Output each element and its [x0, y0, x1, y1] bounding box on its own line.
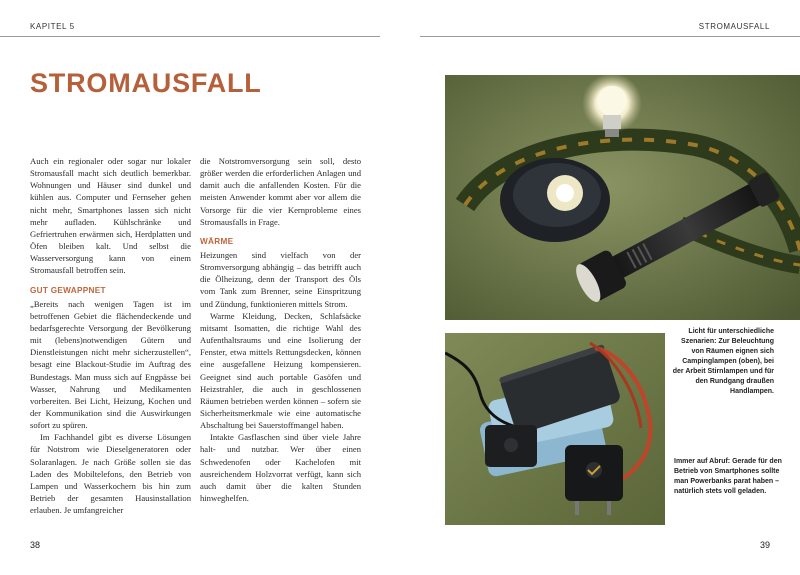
section-heading-waerme: WÄRME	[200, 236, 234, 246]
body-paragraph: Warme Kleidung, Decken, Schlafsäcke mitsamt Isomatten, die richtige Wahl des Aufenthaltsraums und eine Isolierung der Fenster, etwa mittels Rettungsdecken, können eine ausgefallene Heizung kompensieren. Geeignet sind auch portable Gasöfen und Heizstrahler, die auch in geschlossenen Räumen betrieben werden können – sofern sie Sicherheitsmerkmale wie eine automatische Abschaltung bei Sauerstoffmangel haben.	[200, 310, 361, 431]
body-paragraph: „Bereits nach wenigen Tagen ist im betroffenen Gebiet die flächendeckende und bedarfsgerechte Versorgung der Bevölkerung mit (lebens)notwendigen Gütern und Dienstleistungen nicht mehr sicherzustellen“, besagt eine Blackout-Studie im Auftrag des Bundestags. Man muss sich auf Engpässe bei Wasser, Nahrung und Medikamenten vorbereiten. Bei Licht, Heizung, Kochen und der Kommunikation sind die Auswirkungen sofort zu spüren.	[30, 298, 191, 431]
running-header-right: STROMAUSFALL	[698, 22, 770, 31]
text-column-2	[200, 155, 361, 504]
chapter-title: STROMAUSFALL	[30, 68, 262, 98]
photo-lamps	[445, 75, 800, 320]
section-heading-gut-gewappnet: GUT GEWAPPNET	[30, 285, 106, 295]
page-number-right: 39	[759, 540, 770, 550]
text-column-1	[30, 155, 191, 516]
header-rule-left	[0, 36, 380, 37]
body-paragraph: Heizungen sind vielfach von der Stromversorgung abhängig – das betrifft auch die Ölheizung, denn der Transport des Öls vom Tank zum Brenner, seine Einspritzung und Zündung, funktionieren mittels Strom.	[200, 249, 361, 309]
running-header-left: KAPITEL 5	[30, 22, 75, 31]
caption-lamps: Licht für unterschiedliche Szenarien: Zur Beleuchtung von Räumen eignen sich Campinglampen (oben), bei der Arbeit Stirnlampen und für den Rundgang draußen Handlampen.	[672, 328, 774, 395]
page-number-left: 38	[30, 540, 41, 550]
photo-powerbanks	[445, 333, 665, 525]
caption-powerbanks: Immer auf Abruf: Gerade für den Betrieb von Smartphones sollte man Powerbanks parat haben – natürlich stets voll geladen.	[674, 458, 782, 495]
body-paragraph: Intakte Gasflaschen sind über viele Jahre halt- und nutzbar. Wer über einen Schwedenofen oder Kachelofen mit ausreichendem Holzvorrat verfügt, kann sich auch damit über die kalten Stunden hinweghelfen.	[200, 432, 361, 504]
intro-paragraph: Auch ein regionaler oder sogar nur lokaler Stromausfall macht sich deutlich bemerkbar. Wohnungen und Häuser sind dunkel und kühlen aus. Computer und Fernseher gehen nicht mehr, Smartphones lassen sich nicht mehr aufladen. Kühlschränke und Gefriertruhen erwärmen sich, Herdplatten und Öfen bleiben kalt. Und selbst die Wasserversorgung kann von einem Stromausfall betroffen sein.	[30, 156, 191, 276]
body-paragraph: die Notstromversorgung sein soll, desto größer werden die erforderlichen Anlagen und damit auch die anfallenden Kosten. Für die meisten Anwender kommt aber vor allem die Vorsorge für die vier Kernprobleme eines Stromausfalls in Frage.	[200, 156, 361, 227]
body-paragraph: Im Fachhandel gibt es diverse Lösungen für Notstrom wie Dieselgeneratoren oder Solaranlagen. Je nach Größe sollen sie das Laden des Mobiltelefons, den Betrieb von Lampen und Wasserkochern bis hin zum Betrieb der gesamten Hausinstallation erlauben. Je umfangreicher	[30, 432, 191, 516]
header-rule-right	[420, 36, 800, 37]
